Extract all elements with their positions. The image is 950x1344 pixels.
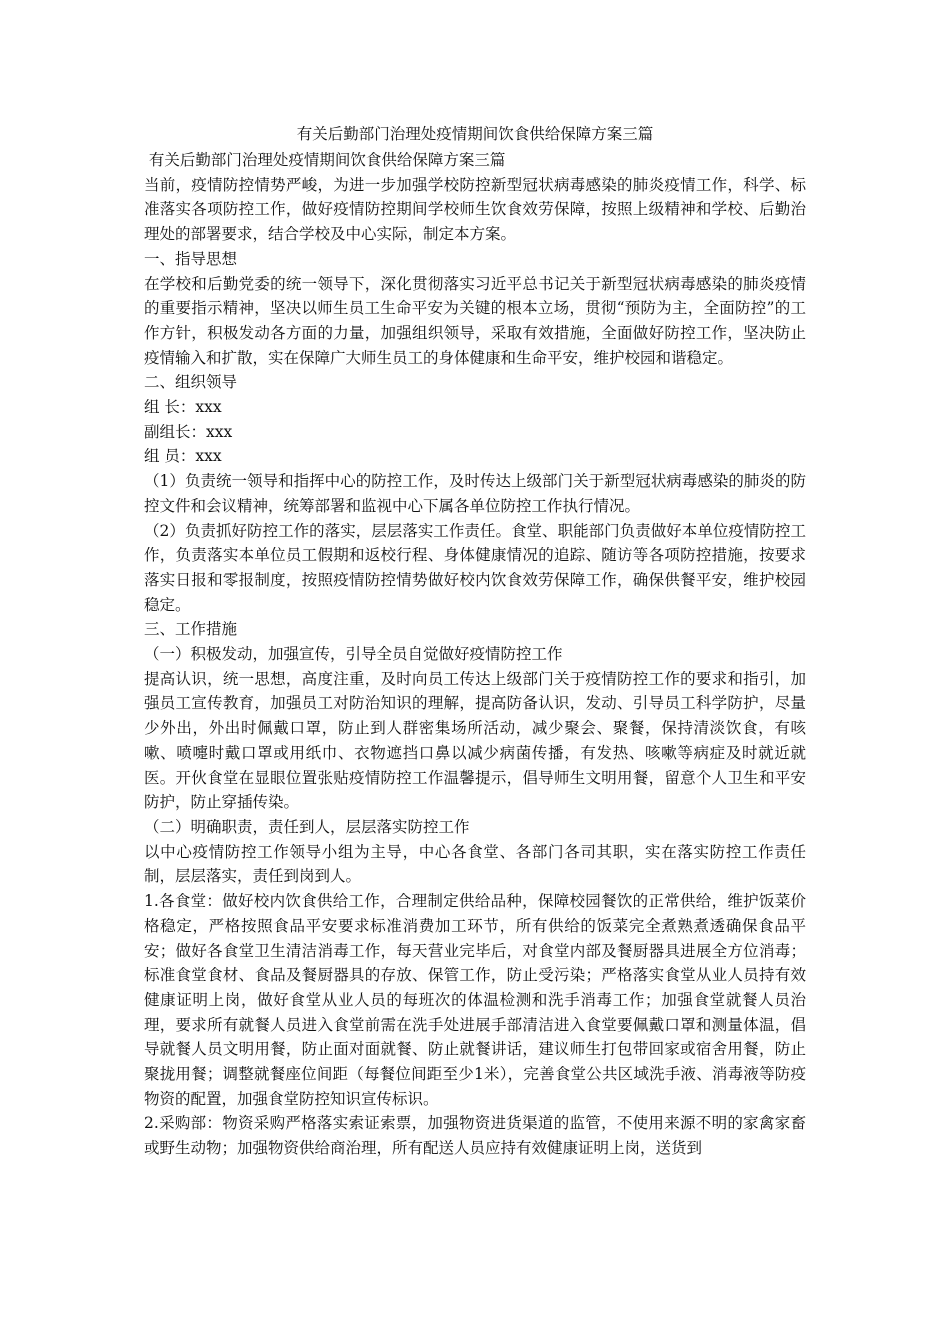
paragraph: 在学校和后勤党委的统一领导下，深化贯彻落实习近平总书记关于新型冠状病毒感染的肺炎疫情的重要指示精神，坚决以师生员工生命平安为关键的根本立场，贯彻“预防为主，全面防控”的工作方针，积极发动各方面的力量，加强组织领导，采取有效措施，全面做好防控工作，坚决防止疫情输入和扩散，实在保障广大师生员工的身体健康和生命平安，维护校园和谐稳定。 [144, 274, 806, 367]
paragraph: 2.采购部：物资采购严格落实索证索票，加强物资进货渠道的监管，不使用来源不明的家禽家畜或野生动物；加强物资供给商治理，所有配送人员应持有效健康证明上岗，送货到 [144, 1114, 806, 1158]
paragraph: 有关后勤部门治理处疫情期间饮食供给保障方案三篇 [144, 151, 506, 169]
paragraph: 以中心疫情防控工作领导小组为主导，中心各食堂、各部门各司其职，实在落实防控工作责任制，层层落实，责任到岗到人。 [144, 842, 806, 886]
section-heading: 一、指导思想 [144, 249, 238, 268]
member-line: 副组长：xxx [144, 422, 233, 441]
subsection-heading: （二）明确职责，责任到人，层层落实防控工作 [144, 817, 470, 836]
paragraph: 当前，疫情防控情势严峻，为进一步加强学校防控新型冠状病毒感染的肺炎疫情工作，科学、标准落实各项防控工作，做好疫情防控期间学校师生饮食效劳保障，按照上级精神和学校、后勤治理处的部署要求，结合学校及中心实际，制定本方案。 [144, 175, 806, 244]
paragraph: （2）负责抓好防控工作的落实，层层落实工作责任。食堂、职能部门负责做好本单位疫情防控工作，负责落实本单位员工假期和返校行程、身体健康情况的追踪、随访等各项防控措施，按要求落实日报和零报制度，按照疫情防控情势做好校内饮食效劳保障工作，确保供餐平安，维护校园稳定。 [144, 521, 806, 614]
section-heading: 二、组织领导 [144, 373, 238, 392]
paragraph: 提高认识，统一思想，高度注重，及时向员工传达上级部门关于疫情防控工作的要求和指引，加强员工宣传教育，加强员工对防治知识的理解，提高防备认识，发动、引导员工科学防护，尽量少外出，外出时佩戴口罩，防止到人群密集场所活动，减少聚会、聚餐，保持清淡饮食，有咳嗽、喷嚏时戴口罩或用纸巾、衣物遮挡口鼻以减少病菌传播，有发热、咳嗽等病症及时就近就医。开伙食堂在显眼位置张贴疫情防控工作温馨提示，倡导师生文明用餐，留意个人卫生和平安防护，防止穿插传染。 [144, 669, 806, 812]
document-title: 有关后勤部门治理处疫情期间饮食供给保障方案三篇 [296, 125, 654, 143]
paragraph: 1.各食堂：做好校内饮食供给工作，合理制定供给品种，保障校园餐饮的正常供给，维护饭菜价格稳定，严格按照食品平安要求标准消费加工环节，所有供给的饭菜完全煮熟煮透确保食品平安；做好各食堂卫生清洁消毒工作，每天营业完毕后，对食堂内部及餐厨器具进展全方位消毒；标准食堂食材、食品及餐厨器具的存放、保管工作，防止受污染；严格落实食堂从业人员持有效健康证明上岗，做好食堂从业人员的每班次的体温检测和洗手消毒工作；加强食堂就餐人员治理，要求所有就餐人员进入食堂前需在洗手处进展手部清洁进入食堂要佩戴口罩和测量体温，倡导就餐人员文明用餐，防止面对面就餐、防止就餐讲话，建议师生打包带回家或宿舍用餐，防止聚拢用餐；调整就餐座位间距（每餐位间距至少1米），完善食堂公共区域洗手液、消毒液等防疫物资的配置，加强食堂防控知识宣传标识。 [144, 892, 806, 1108]
document-body [144, 148, 806, 1161]
section-heading: 三、工作措施 [144, 620, 238, 639]
member-line: 组 长：xxx [144, 398, 222, 417]
paragraph: （1）负责统一领导和指挥中心的防控工作，及时传达上级部门关于新型冠状病毒感染的肺炎的防控文件和会议精神，统筹部署和监视中心下属各单位防控工作执行情况。 [144, 472, 806, 515]
subsection-heading: （一）积极发动，加强宣传，引导全员自觉做好疫情防控工作 [144, 645, 563, 664]
member-line: 组 员：xxx [144, 447, 222, 466]
